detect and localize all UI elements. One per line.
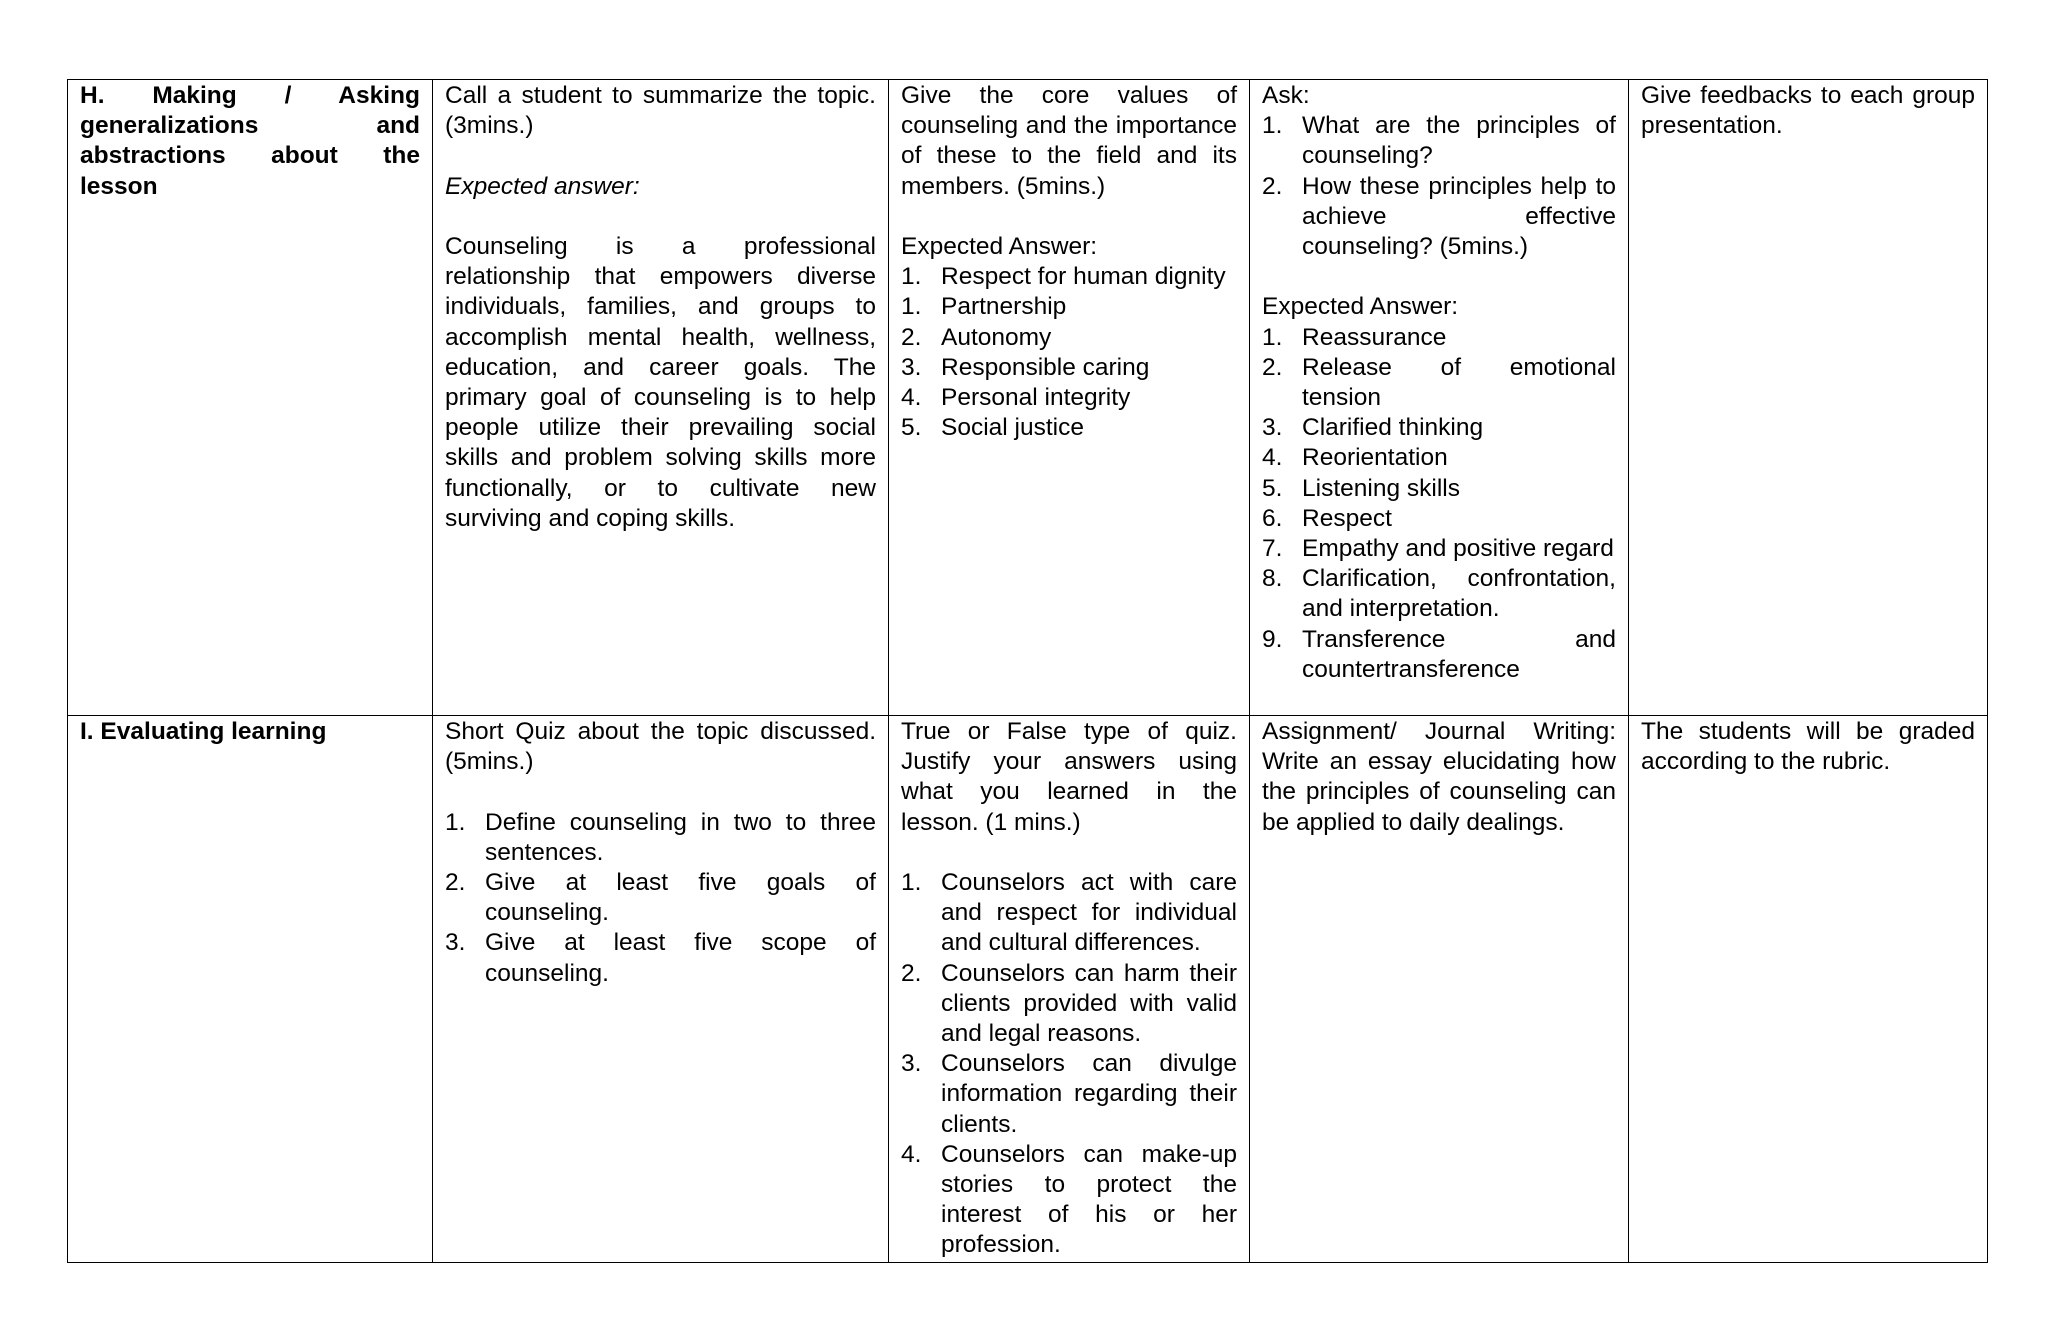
- numbered-list: [445, 808, 876, 989]
- list-item: 1. Partnership: [901, 293, 1067, 321]
- table-row: [68, 716, 1988, 1263]
- learner-activity-cell: [889, 80, 1250, 716]
- list-item: 1. Counselors act with care and respect for individual and cultural differences.: [901, 869, 1237, 957]
- expected-answer-label: Expected answer:: [445, 172, 640, 200]
- list-item: 3. Responsible caring: [901, 353, 1150, 381]
- teacher-activity-cell: [433, 80, 889, 716]
- feedback-cell: [1629, 80, 1988, 716]
- cell-instruction: Give feedbacks to each group presentation.: [1641, 82, 1975, 140]
- list-item: 4. Reorientation: [1262, 444, 1448, 472]
- procedure-cell: [68, 716, 433, 1263]
- list-item: 6. Respect: [1262, 504, 1392, 532]
- cell-instruction: Short Quiz about the topic discussed. (5mins.): [445, 718, 876, 776]
- list-item: 2. How these principles help to achieve effective counseling? (5mins.): [1262, 172, 1616, 261]
- list-item: 3. Give at least five scope of counseling.: [445, 929, 876, 987]
- list-item: 9. Transference and countertransference: [1262, 625, 1616, 683]
- procedure-cell: [68, 80, 433, 716]
- list-item: 1. What are the principles of counseling?: [1262, 112, 1616, 170]
- list-item: 4. Counselors can make-up stories to protect the interest of his or her profession.: [901, 1140, 1237, 1259]
- feedback-cell: [1629, 716, 1988, 1263]
- numbered-list: [901, 868, 1237, 1261]
- list-item: 1. Reassurance: [1262, 323, 1447, 351]
- list-item: 3. Counselors can divulge information regarding their clients.: [901, 1050, 1237, 1138]
- expected-answer-label: Expected Answer:: [901, 233, 1098, 260]
- list-item: 2. Autonomy: [901, 323, 1052, 351]
- list-item: 1. Define counseling in two to three sentences.: [445, 808, 876, 866]
- teacher-activity-cell: [433, 716, 889, 1263]
- cell-instruction: The students will be graded according to the rubric.: [1641, 718, 1975, 776]
- cell-instruction: Call a student to summarize the topic. (3mins.): [445, 82, 876, 140]
- list-item: 3. Clarified thinking: [1262, 414, 1484, 442]
- list-item: 5. Listening skills: [1262, 474, 1460, 502]
- ask-label: Ask:: [1262, 82, 1310, 109]
- numbered-list: [1262, 323, 1616, 685]
- cell-instruction: True or False type of quiz. Justify your answers using what you learned in the lesson. (1 mins.): [901, 718, 1237, 836]
- cell-instruction: Give the core values of counseling and the importance of these to the field and its members. (5mins.): [901, 82, 1237, 200]
- list-item: 5. Social justice: [901, 414, 1084, 442]
- list-item: 2. Counselors can harm their clients provided with valid and legal reasons.: [901, 959, 1237, 1048]
- learner-activity-cell: [889, 716, 1250, 1263]
- discussion-cell: [1250, 716, 1629, 1263]
- procedure-label: H. Making / Asking generalizations and abstractions about the lesson: [80, 82, 420, 200]
- cell-instruction: Assignment/ Journal Writing: Write an essay elucidating how the principles of counseling can be applied to daily dealings.: [1262, 718, 1616, 836]
- list-item: 1. Respect for human dignity: [901, 263, 1226, 291]
- discussion-cell: [1250, 80, 1629, 716]
- procedure-label: I. Evaluating learning: [80, 718, 327, 745]
- numbered-list: [901, 262, 1237, 443]
- list-item: 2. Release of emotional tension: [1262, 353, 1616, 412]
- list-item: 2. Give at least five goals of counseling.: [445, 869, 876, 927]
- list-item: 4. Personal integrity: [901, 384, 1131, 412]
- expected-answer-text: Counseling is a professional relationship that empowers diverse individuals, families, and groups to accomplish mental health, wellness, education, and career goals. The primary goal of counseling is to help people utilize their prevailing social skills and problem solving skills more functionally, or to cultivate new surviving and coping skills.: [445, 232, 876, 532]
- table-row: [68, 80, 1988, 716]
- list-item: 7. Empathy and positive regard: [1262, 535, 1614, 563]
- expected-answer-label: Expected Answer:: [1262, 293, 1459, 321]
- list-item: 8. Clarification, confrontation, and interpretation.: [1262, 565, 1616, 623]
- question-list: [1262, 111, 1616, 262]
- lesson-plan-table: [67, 79, 1988, 1263]
